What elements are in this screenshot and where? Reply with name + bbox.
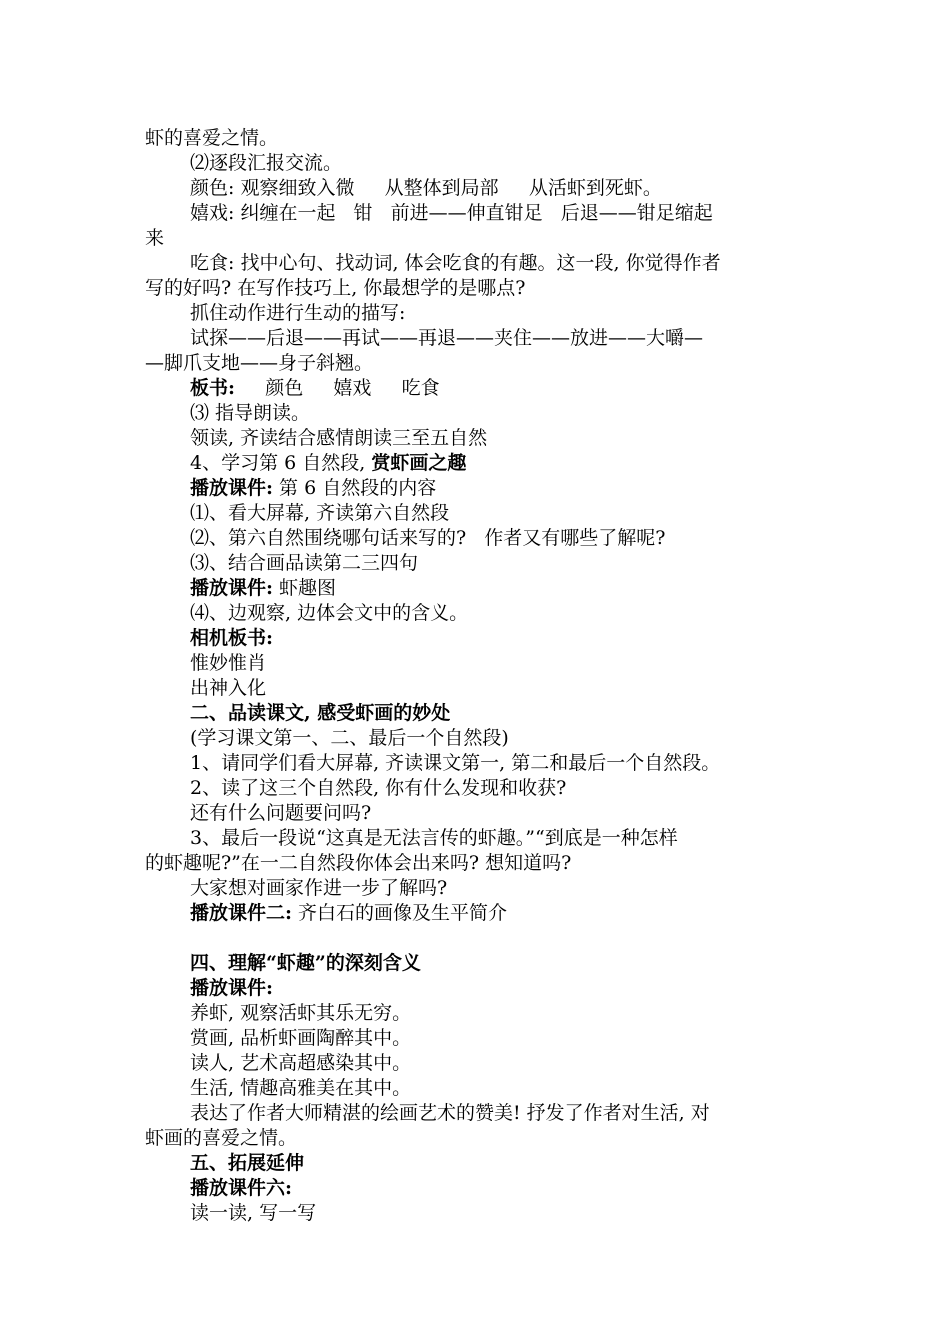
courseware-content: 第 6 自然段的内容 xyxy=(273,477,437,499)
text-line: ⑴、看大屏幕, 齐读第六自然段 xyxy=(190,502,450,524)
text-line: 写的好吗? 在写作技巧上, 你最想学的是哪点? xyxy=(145,277,526,299)
courseware-label: 播放课件: xyxy=(190,477,274,499)
text-line: 抓住动作进行生动的描写: xyxy=(190,302,406,324)
courseware-label: 播放课件: xyxy=(190,577,274,599)
board-notes-line xyxy=(190,376,810,400)
text-line: 吃食: 找中心句、找动词, 体会吃食的有趣。这一段, 你觉得作者 xyxy=(190,252,721,274)
text-line: 虾的喜爱之情。 xyxy=(145,127,279,149)
text-line: 读人, 艺术高超感染其中。 xyxy=(190,1052,412,1074)
text-line: —脚爪支地——身子斜翘。 xyxy=(145,352,374,374)
text-line: 表达了作者大师精湛的绘画艺术的赞美! 抒发了作者对生活, 对 xyxy=(190,1102,710,1124)
text-line: 3、最后一段说“这真是无法言传的虾趣。”“到底是一种怎样 xyxy=(190,827,678,849)
section-heading: 五、拓展延伸 xyxy=(190,1152,305,1174)
step-highlight: 赏虾画之趣 xyxy=(371,452,467,474)
text-line: 试探——后退——再试——再退——夹住——放进——大嚼— xyxy=(190,327,704,349)
text-line: ⑶、结合画品读第二三四句 xyxy=(190,552,419,574)
text-line: 领读, 齐读结合感情朗读三至五自然 xyxy=(190,427,488,449)
courseware-line xyxy=(190,576,810,600)
text-line: 大家想对画家作进一步了解吗? xyxy=(190,877,448,899)
text-line: 虾画的喜爱之情。 xyxy=(145,1127,298,1149)
text-line: 读一读, 写一写 xyxy=(190,1202,317,1224)
text-line: 颜色: 观察细致入微 从整体到局部 从活虾到死虾。 xyxy=(190,177,662,199)
courseware-label: 播放课件六: xyxy=(190,1177,293,1199)
text-line: ⑶ 指导朗读。 xyxy=(190,402,311,424)
board-notes-label: 板书: xyxy=(190,377,236,399)
courseware-label: 播放课件: xyxy=(190,977,274,999)
text-line: 惟妙惟肖 xyxy=(190,652,267,674)
section-heading: 二、品读课文, 感受虾画的妙处 xyxy=(190,702,451,724)
text-line: ⑵、第六自然围绕哪句话来写的? 作者又有哪些了解呢? xyxy=(190,527,666,549)
text-line: 2、读了这三个自然段, 你有什么发现和收获? xyxy=(190,777,567,799)
text-line: 还有什么问题要问吗? xyxy=(190,802,372,824)
courseware-line xyxy=(190,476,810,500)
courseware-content: 齐白石的画像及生平简介 xyxy=(292,902,508,924)
text-line: 养虾, 观察活虾其乐无穷。 xyxy=(190,1002,412,1024)
text-line: 赏画, 品析虾画陶醉其中。 xyxy=(190,1027,412,1049)
step-text: 4、学习第 6 自然段, xyxy=(190,452,372,474)
courseware-line xyxy=(190,901,810,925)
text-line: 生活, 情趣高雅美在其中。 xyxy=(190,1077,412,1099)
text-line: 来 xyxy=(145,227,165,249)
text-line: ⑵逐段汇报交流。 xyxy=(190,152,343,174)
board-notes-heading: 相机板书: xyxy=(190,627,274,649)
text-line: 1、请同学们看大屏幕, 齐读课文第一, 第二和最后一个自然段。 xyxy=(190,752,721,774)
text-line: 嬉戏: 纠缠在一起 钳 前进——伸直钳足 后退——钳足缩起 xyxy=(190,202,713,224)
board-notes-content: 颜色 嬉戏 吃食 xyxy=(235,377,440,399)
courseware-content: 虾趣图 xyxy=(273,577,337,599)
text-line xyxy=(190,451,810,475)
text-line: 出神入化 xyxy=(190,677,267,699)
courseware-label: 播放课件二: xyxy=(190,902,293,924)
text-line: (学习课文第一、二、最后一个自然段) xyxy=(190,727,509,749)
text-line: 的虾趣呢?”在一二自然段你体会出来吗? 想知道吗? xyxy=(145,852,572,874)
section-heading: 四、理解“虾趣”的深刻含义 xyxy=(190,952,421,974)
text-line: ⑷、边观察, 边体会文中的含义。 xyxy=(190,602,469,624)
